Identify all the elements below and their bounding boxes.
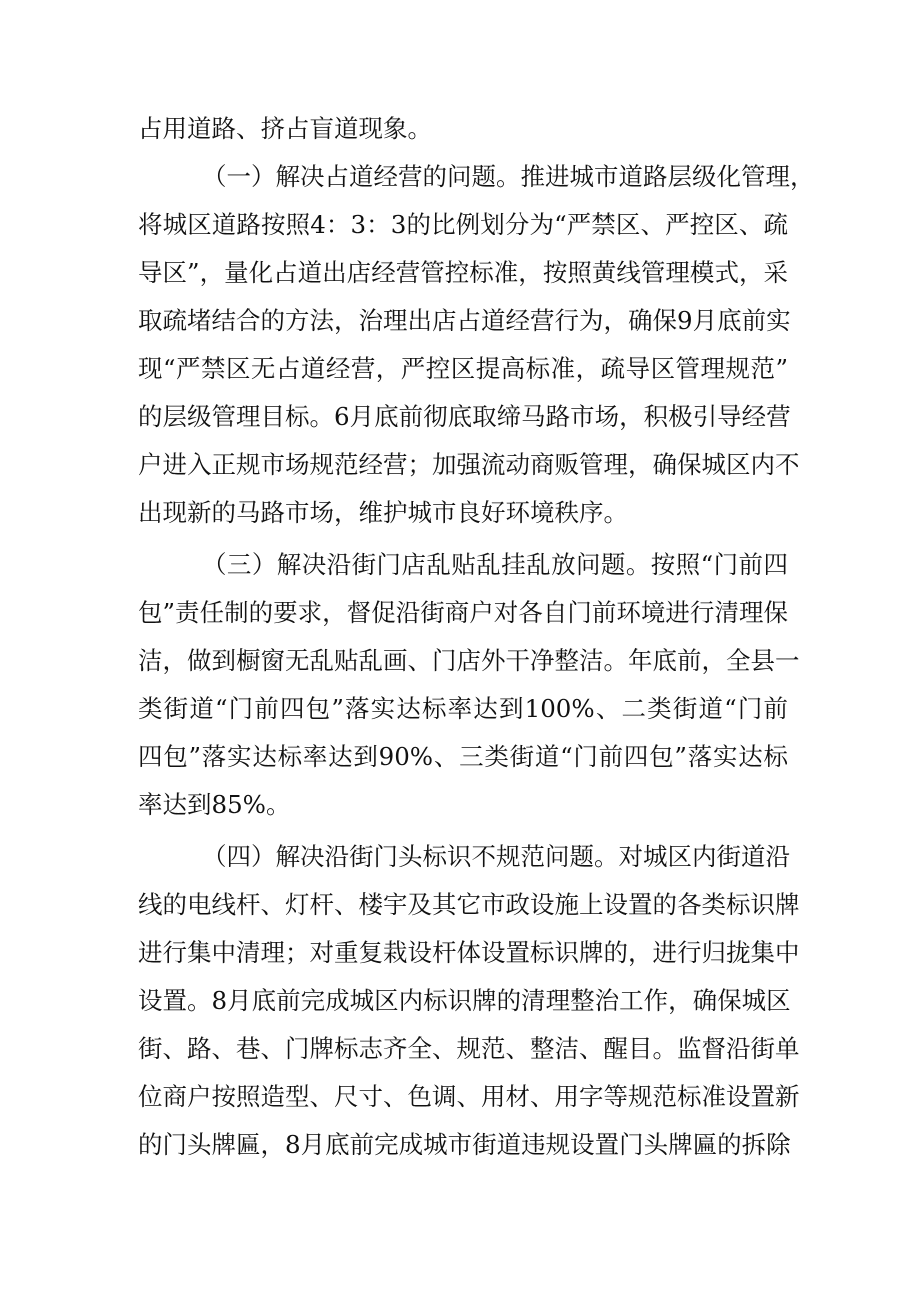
text-line: 街、路、巷、门牌标志齐全、规范、整洁、醒目。监督沿街单 bbox=[138, 1034, 800, 1063]
text-line: 出现新的马路市场，维护城市良好环境秩序。 bbox=[138, 498, 628, 527]
text-line: 现“严禁区无占道经营，严控区提高标准，疏导区管理规范” bbox=[138, 354, 788, 383]
text-line: 的层级管理目标。6月底前彻底取缔马路市场，积极引导经营 bbox=[138, 402, 791, 431]
text-line: 进行集中清理；对重复栽设杆体设置标识牌的，进行归拢集中 bbox=[138, 938, 800, 967]
text-line: 四包”落实达标率达到90%、三类街道“门前四包”落实达标 bbox=[138, 742, 788, 771]
text-line: 包”责任制的要求，督促沿街商户对各自门前环境进行清理保 bbox=[138, 598, 788, 627]
paragraph-heading-line: （四）解决沿街门头标识不规范问题。对城区内街道沿 bbox=[202, 842, 790, 871]
text-line: 线的电线杆、灯杆、楼宇及其它市政设施上设置的各类标识牌 bbox=[138, 890, 800, 919]
text-line: 位商户按照造型、尺寸、色调、用材、用字等规范标准设置新 bbox=[138, 1082, 800, 1111]
text-line: 的门头牌匾，8月底前完成城市街道违规设置门头牌匾的拆除 bbox=[138, 1130, 791, 1159]
paragraph-heading-line: （一）解决占道经营的问题。推进城市道路层级化管理， bbox=[202, 162, 815, 191]
text-line: 设置。8月底前完成城区内标识牌的清理整治工作，确保城区 bbox=[138, 986, 791, 1015]
text-line: 类街道“门前四包”落实达标率达到100%、二类街道“门前 bbox=[138, 694, 788, 723]
paragraph-heading-line: （三）解决沿街门店乱贴乱挂乱放问题。按照“门前四 bbox=[202, 550, 788, 579]
text-line: 取疏堵结合的方法，治理出店占道经营行为，确保9月底前实 bbox=[138, 306, 791, 335]
text-line: 将城区道路按照4：3：3的比例划分为“严禁区、严控区、疏 bbox=[138, 210, 788, 239]
text-line: 户进入正规市场规范经营；加强流动商贩管理，确保城区内不 bbox=[138, 450, 800, 479]
text-line: 导区”，量化占道出店经营管控标准，按照黄线管理模式，采 bbox=[138, 258, 788, 287]
text-line: 率达到85%。 bbox=[138, 790, 291, 819]
text-line: 占用道路、挤占盲道现象。 bbox=[138, 114, 432, 143]
text-line: 洁，做到橱窗无乱贴乱画、门店外干净整洁。年底前，全县一 bbox=[138, 646, 800, 675]
